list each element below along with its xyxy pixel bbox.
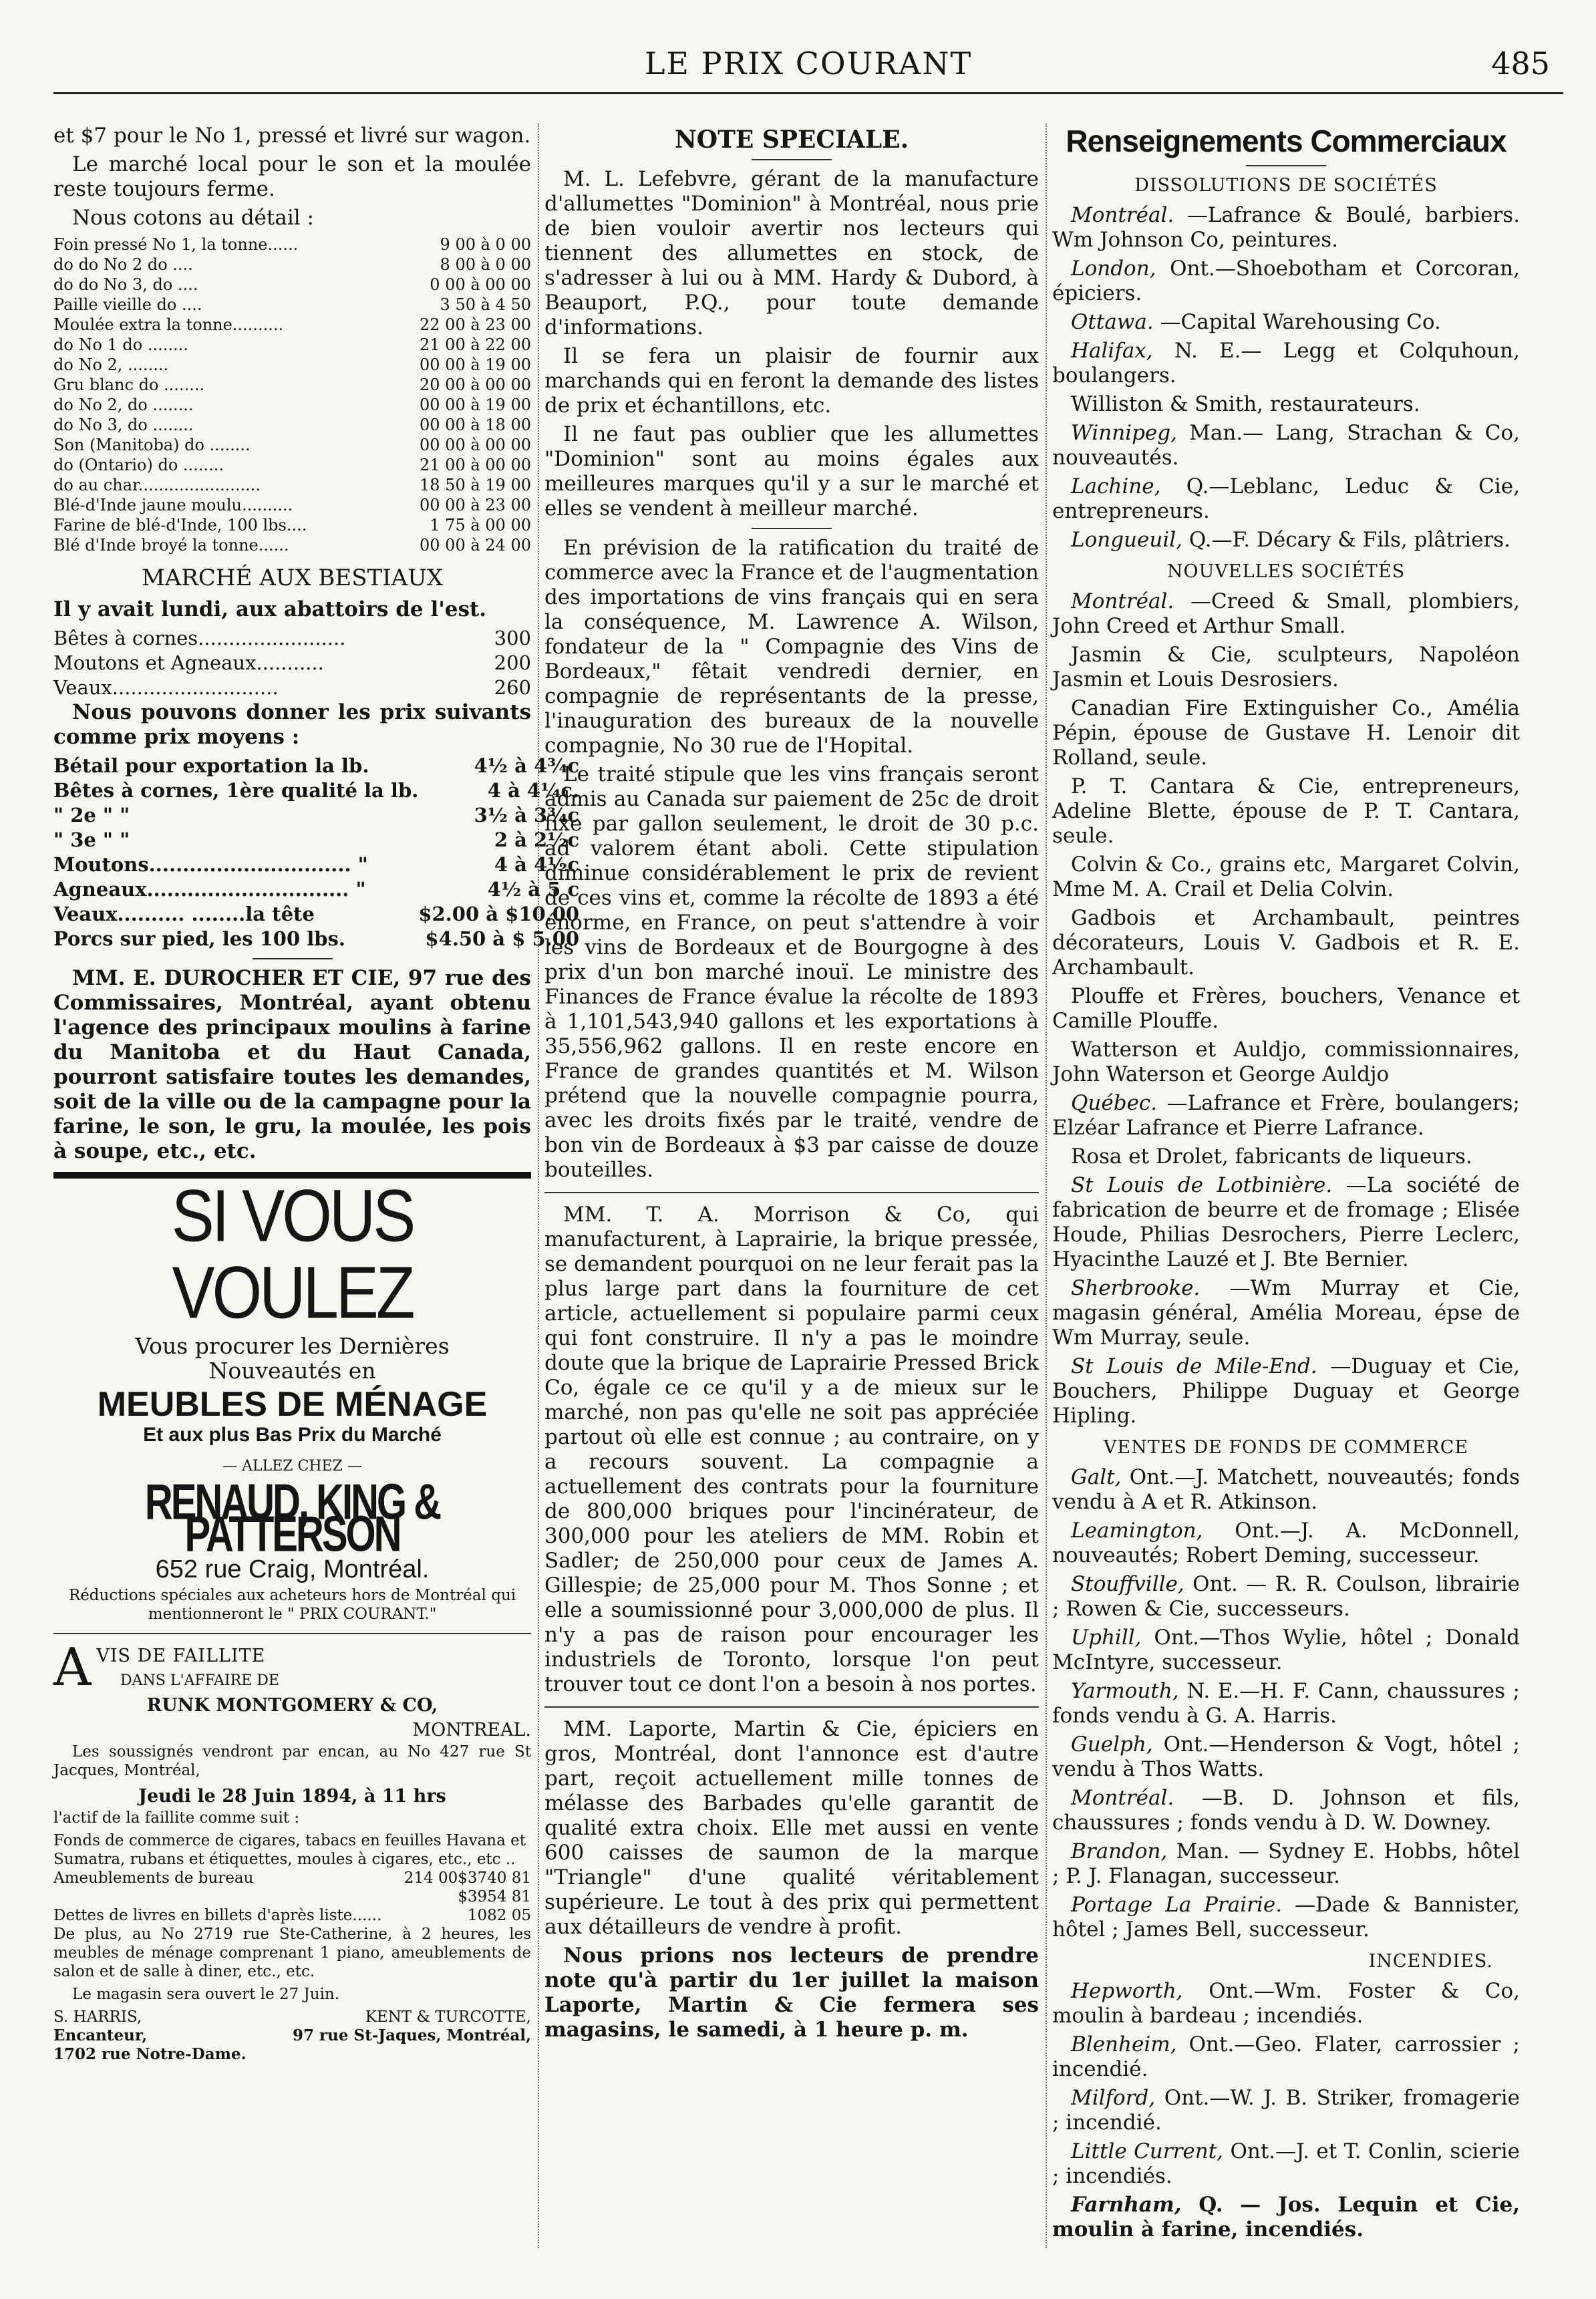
intro-line: Nous cotons au détail : (72, 206, 314, 230)
table-row (53, 255, 531, 275)
row-value: 300 (494, 627, 531, 649)
item-text: Ont.—J. et T. Conlin, scierie ; incendiés. (1052, 2139, 1520, 2188)
row-label: Agneaux.............................. " (53, 878, 366, 901)
item-place: Ottawa. (1071, 310, 1154, 334)
item-place: Stouffville, (1071, 1572, 1184, 1596)
list-item (1052, 1786, 1520, 1835)
table-row (53, 902, 579, 927)
row-value: 18 50 à 19 00 (420, 476, 531, 494)
column-1 (53, 124, 580, 2248)
traite-paragraph: En prévision de la ratification du traité de commerce avec la France et de l'augmentation des importations de vins français qui en sera la conséquence, M. Lawrence A. Wilson, fondateur de la " Compagnie des Vins de Bordeaux," fêtait vendredi dernier, en compagnie de représentants de la presse, l'inauguration des bureaux de la nouvelle compagnie, No 30 rue de l'Hopital. (544, 536, 1039, 758)
item-place: St Louis de Mile-End. (1071, 1354, 1317, 1378)
item-place: Blenheim, (1071, 2032, 1177, 2056)
page-title: LE PRIX COURANT (644, 45, 973, 82)
harris-block (53, 2008, 247, 2064)
row-label: " 3e " " (53, 828, 130, 851)
row-value: 00 00 à 19 00 (420, 355, 531, 374)
item-place: Hepworth, (1071, 1979, 1183, 2003)
row-label: Son (Manitoba) do ........ (53, 436, 251, 454)
row-label: Moutons et Agneaux........... (53, 651, 324, 674)
separator (53, 1633, 531, 1634)
item-text: Ont. — R. R. Coulson, librairie ; Rowen & Cie, successeurs. (1052, 1572, 1520, 1621)
row-label: Porcs sur pied, les 100 lbs. (53, 927, 345, 950)
ad-address: 652 rue Craig, Montréal. (155, 1555, 430, 1583)
list-item (1052, 853, 1520, 902)
ventes-list (1052, 1465, 1520, 1942)
row-value: 4 à 4¼c. (487, 779, 580, 802)
faillite-dettes-value: 1082 05 (467, 1907, 531, 1924)
market-count-table (53, 626, 531, 700)
faillite-intro: Les soussignés vendront par encan, au No 427 rue St Jacques, Montréal, (53, 1743, 531, 1779)
table-row (53, 315, 531, 335)
row-label: do do No 2 do .... (53, 255, 193, 274)
table-row (53, 778, 579, 803)
row-label: " 2e " " (53, 804, 130, 826)
ad-reductions: Réductions spéciales aux acheteurs hors de Montréal qui mentionneront le " PRIX COURANT." (68, 1587, 516, 1623)
traite-paragraph: Le traité stipule que les vins français seront admis au Canada sur paiement de 25c de droit fixe par gallon seulement, le droit de 30 p.c. ad valorem étant aboli. Cette stipulation diminue considérablement le prix de revient de ces vins et, comme la récolte de 1893 a été énorme, en France, on peut s'attendre à voir les vins de Bordeaux et de Bourgogne à des prix d'un bon marché inouï. Le ministre des Finances de France évalue la récolte de 1893 à 1,101,543,940 gallons et les exportations à 35,556,962 gallons. Il en reste encore en France de grandes quantités et M. Wilson prétend que la nouvelle compagnie pourra, avec les droits fixés par le traité, vendre de bon vin de Bordeaux à $3 par caisse de douze bouteilles. (544, 762, 1039, 1182)
item-text: —Lafrance & Boulé, barbiers. Wm Johnson Co, peintures. (1052, 203, 1520, 252)
table-row (53, 375, 531, 395)
item-place: Yarmouth, (1071, 1679, 1179, 1703)
item-place: Québec. (1071, 1091, 1158, 1115)
harris-title: Encanteur, (53, 2026, 148, 2044)
row-value: 4 à 4½c (494, 853, 580, 876)
ad-meubles: MEUBLES DE MÉNAGE (97, 1385, 488, 1424)
item-text: Ont.—Geo. Flater, carrossier ; incendié. (1052, 2032, 1520, 2081)
page-header (53, 39, 1563, 94)
item-place: Lachine, (1071, 474, 1161, 498)
dropcap: A (53, 1638, 92, 1698)
item-text: N. E.—H. F. Cann, chaussures ; fonds vendu à G. A. Harris. (1052, 1679, 1520, 1728)
row-value: 1 75 à 00 00 (430, 516, 531, 534)
table-row (53, 927, 579, 951)
note-paragraph: Il ne faut pas oublier que les allumettes "Dominion" sont au moins égales aux meilleures marques qu'il y a sur le marché et elles se vendent à meilleur marché. (544, 422, 1039, 520)
table-row (53, 495, 531, 515)
list-item (1052, 984, 1520, 1034)
dissolutions-list (1052, 203, 1520, 553)
item-text: —Wm Murray et Cie, magasin général, Amélia Moreau, épse de Wm Murray, seule. (1052, 1276, 1520, 1350)
separator (752, 159, 832, 160)
item-text: Gadbois et Archambault, peintres décorateurs, Louis V. Gadbois et R. E. Archambault. (1052, 906, 1520, 979)
note-paragraph: Il se fera un plaisir de fournir aux marchands qui en feront la demande des listes de prix et échantillons, etc. (544, 344, 1039, 418)
item-place: Brandon, (1071, 1839, 1168, 1863)
separator (1246, 165, 1326, 166)
row-value: 260 (494, 676, 531, 699)
row-value: 3 50 à 4 50 (440, 295, 531, 314)
item-place: Guelph, (1071, 1732, 1153, 1756)
row-label: do No 3, do ........ (53, 416, 194, 434)
table-row (53, 355, 531, 375)
row-label: do No 2, ........ (53, 355, 169, 374)
market-note: Nous pouvons donner les prix suivants comme prix moyens : (53, 700, 531, 749)
table-row (53, 235, 531, 255)
item-place: Farnham, (1071, 2193, 1182, 2217)
faillite-magasin: Le magasin sera ouvert le 27 Juin. (72, 1986, 340, 2003)
row-label: Bétail pour exportation la lb. (53, 754, 369, 777)
separator (544, 1706, 1039, 1708)
faillite-notice (53, 1638, 531, 2064)
row-value: 22 00 à 23 00 (420, 315, 531, 334)
row-value: 21 00 à 00 00 (420, 456, 531, 474)
table-row (53, 415, 531, 435)
item-place: Montréal. (1071, 203, 1174, 227)
row-value: 00 00 à 24 00 (420, 536, 531, 555)
ad-line: Vous procurer les Dernières (135, 1333, 450, 1359)
faillite-ameublements: Ameublements de bureau (53, 1869, 254, 1887)
nouvelles-list (1052, 589, 1520, 1428)
item-place: Sherbrooke. (1071, 1276, 1201, 1300)
item-place: Little Current, (1071, 2139, 1224, 2163)
row-label: Blé-d'Inde jaune moulu.......... (53, 496, 293, 514)
table-row (53, 754, 579, 778)
table-row (53, 435, 531, 455)
faillite-date: Jeudi le 28 Juin 1894, à 11 hrs (138, 1786, 446, 1807)
list-item (1052, 339, 1520, 388)
item-text: Ont.—J. A. McDonnell, nouveautés; Robert Deming, successeur. (1052, 1519, 1520, 1567)
item-text: Q. — Jos. Lequin et Cie, moulin à farine, incendiés. (1052, 2193, 1520, 2242)
market-title: MARCHÉ AUX BESTIAUX (141, 565, 444, 591)
row-label: Foin pressé No 1, la tonne...... (53, 235, 299, 254)
row-value: 0 00 à 00 00 (430, 275, 531, 294)
item-text: Ont.—W. J. B. Striker, fromagerie ; incendié. (1052, 2086, 1520, 2135)
item-place: Montréal. (1071, 1786, 1174, 1810)
item-place: Leamington, (1071, 1519, 1203, 1543)
ad-line: Nouveautés en (208, 1358, 376, 1384)
item-text: Man.— Lang, Strachan & Co, nouveautés. (1052, 421, 1521, 470)
item-text: N. E.— Legg et Colquhoun, boulangers. (1052, 339, 1520, 388)
ventes-heading: VENTES DE FONDS DE COMMERCE (1103, 1437, 1469, 1458)
row-label: do No 1 do ........ (53, 335, 188, 354)
dissolutions-heading: DISSOLUTIONS DE SOCIÉTÉS (1134, 175, 1438, 196)
column-divider-1 (538, 124, 539, 2248)
row-label: Moutons.............................. " (53, 853, 368, 876)
table-row (53, 535, 531, 555)
list-item (1052, 1465, 1520, 1515)
row-value: 2 à 2½c (494, 828, 580, 851)
list-item (1052, 474, 1520, 524)
list-item (1052, 528, 1520, 553)
row-value: 00 00 à 00 00 (420, 436, 531, 454)
row-value: 9 00 à 0 00 (440, 235, 531, 254)
item-text: Ont.—Wm. Foster & Co, moulin à bardeau ; incendiés. (1052, 1979, 1520, 2028)
item-text: Man. — Sydney E. Hobbs, hôtel ; P. J. Flanagan, successeur. (1052, 1839, 1520, 1888)
faillite-total: $3954 81 (458, 1888, 531, 1905)
list-item (1052, 2032, 1520, 2082)
list-item (1052, 643, 1520, 692)
list-item (1052, 774, 1520, 849)
list-item (1052, 1519, 1520, 1568)
item-text: Canadian Fire Extinguisher Co., Amélia Pépin, épouse de Gustave H. Lenoir dit Rolland, seule. (1052, 696, 1520, 770)
separator (752, 528, 832, 529)
item-text: —Dade & Bannister, hôtel ; James Bell, successeur. (1052, 1893, 1521, 1942)
item-text: —B. D. Johnson et fils, chaussures ; fonds vendu à D. W. Downey. (1052, 1786, 1520, 1835)
list-item (1052, 906, 1520, 980)
faillite-firm: RUNK MONTGOMERY & CO, (146, 1695, 438, 1716)
list-item (1052, 1038, 1520, 1087)
table-row (53, 395, 531, 415)
item-place: London, (1071, 257, 1156, 281)
item-place: Portage La Prairie. (1071, 1893, 1283, 1917)
ad-firm: RENAUD, KING & PATTERSON (144, 1473, 440, 1563)
table-row (53, 455, 531, 475)
closing-paragraph: Nous prions nos lecteurs de prendre note qu'à partir du 1er juillet la maison Laporte, Martin & Cie fermera ses magasins, le samedi, à 1 heure p. m. (544, 1944, 1039, 2042)
list-item (1052, 203, 1520, 253)
row-label: Bêtes à cornes, 1ère qualité la lb. (53, 779, 419, 802)
row-value: 21 00 à 22 00 (420, 335, 531, 354)
row-label: Farine de blé-d'Inde, 100 lbs.... (53, 516, 307, 534)
list-item (1052, 2193, 1520, 2242)
item-text: Williston & Smith, restaurateurs. (1071, 392, 1420, 416)
item-place: Halifax, (1071, 339, 1153, 363)
row-value: 4½ à 5 c (487, 878, 580, 901)
list-item (1052, 2139, 1520, 2189)
separator (253, 958, 333, 959)
laporte-paragraph: MM. Laporte, Martin & Cie, épiciers en gros, Montréal, dont l'annonce est d'autre part, reçoit actuellement mille tonnes de mélasse des Barbades qu'elle garantit de qualité extra choix. Elle met aussi en vente 600 caisses de saumon de la marque "Triangle" d'une qualité véritablement supérieure. Le tout à des prix qui permettent aux détailleurs de vendre à profit. (544, 1717, 1039, 1939)
list-item (1052, 1732, 1520, 1782)
row-label: Veaux........................... (53, 676, 279, 699)
kent-name: KENT & TURCOTTE, (365, 2008, 531, 2026)
row-label: Moulée extra la tonne.......... (53, 315, 284, 334)
item-text: Ont.—Thos Wylie, hôtel ; Donald McIntyre, successeur. (1052, 1626, 1521, 1674)
faillite-dettes-row (53, 1906, 531, 1925)
item-text: —Creed & Small, plombiers, John Creed et Arthur Small. (1052, 589, 1521, 638)
list-item (1052, 1893, 1520, 1942)
table-row (53, 295, 531, 315)
table-row (53, 675, 531, 700)
ad-prix: Et aux plus Bas Prix du Marché (143, 1424, 442, 1446)
table-row (53, 853, 579, 877)
note-title: NOTE SPECIALE. (674, 126, 909, 154)
item-text: Watterson et Auldjo, commissionnaires, John Waterson et George Auldjo (1052, 1038, 1520, 1086)
row-label: do do No 3, do .... (53, 275, 198, 294)
list-item (1052, 421, 1520, 470)
row-label: Paille vieille do .... (53, 295, 202, 314)
table-row (53, 651, 531, 675)
list-item (1052, 1173, 1520, 1272)
faillite-lots: De plus, au No 2719 rue Ste-Catherine, à 2 heures, les meubles de ménage comprenant 1 piano, ameublements de salon et de salle à diner, etc., etc. (53, 1926, 531, 1980)
item-text: Ont.—Henderson & Vogt, hôtel ; vendu à Thos Watts. (1052, 1732, 1521, 1781)
item-text: Plouffe et Frères, bouchers, Venance et Camille Plouffe. (1052, 984, 1520, 1033)
table-row (53, 626, 531, 651)
section-title: Renseignements Commerciaux (1066, 124, 1506, 158)
row-value: $4.50 à $ 5.00 (425, 927, 580, 950)
list-item (1052, 1091, 1520, 1140)
item-text: —La société de fabrication de beurre et de fromage ; Elisée Houde, Philias Desrochers, Pierre Leclerc, Hyacinthe Lauzé et J. Bte Bernier. (1052, 1173, 1520, 1271)
item-place: Uphill, (1071, 1626, 1142, 1650)
row-label: Veaux.......... ........la tête (53, 903, 315, 925)
table-row (53, 828, 579, 853)
market-intro: Il y avait lundi, aux abattoirs de l'est. (53, 597, 487, 621)
nouvelles-heading: NOUVELLES SOCIÉTÉS (1166, 561, 1406, 582)
item-place: St Louis de Lotbinière. (1071, 1173, 1333, 1197)
faillite-dettes: Dettes de livres en billets d'après liste...... (53, 1907, 382, 1924)
intro-line: Le marché local pour le son et la moulée reste toujours ferme. (53, 152, 531, 201)
list-item (1052, 696, 1520, 770)
list-item (1052, 1572, 1520, 1622)
item-text: Rosa et Drolet, fabricants de liqueurs. (1071, 1144, 1472, 1169)
row-label: do au char........................ (53, 476, 261, 494)
table-row (53, 275, 531, 295)
separator (544, 1192, 1039, 1193)
faillite-city: MONTREAL. (412, 1720, 531, 1740)
table-row (53, 335, 531, 355)
row-value: 8 00 à 0 00 (440, 255, 531, 274)
item-text: —Duguay et Cie, Bouchers, Philippe Duguay et George Hipling. (1052, 1354, 1520, 1428)
row-label: Blé d'Inde broyé la tonne...... (53, 536, 289, 555)
item-text: —Lafrance et Frère, boulangers; Elzéar Lafrance et Pierre Lafrance. (1052, 1091, 1520, 1140)
row-label: Gru blanc do ........ (53, 375, 205, 394)
faillite-signatures (53, 2008, 531, 2064)
item-text: Q.—Leblanc, Leduc & Cie, entrepreneurs. (1052, 474, 1521, 523)
item-text: P. T. Cantara & Cie, entrepreneurs, Adeline Blette, épouse de P. T. Cantara, seule. (1052, 774, 1520, 848)
market-price-table (53, 754, 579, 951)
list-item (1052, 257, 1520, 306)
note-paragraph: M. L. Lefebvre, gérant de la manufacture d'allumettes "Dominion" à Montréal, nous prie de bien vouloir avertir nos lecteurs qui tiennent des allumettes en stock, de s'adresser à lui ou à MM. Hardy & Dubord, à Beauport, P.Q., pour toute demande d'informations. (544, 167, 1039, 339)
ad-allez: — ALLEZ CHEZ — (222, 1458, 362, 1475)
kent-block (293, 2008, 531, 2064)
kent-address: 97 rue St-Jaques, Montréal, (292, 2026, 531, 2044)
harris-name: S. HARRIS, (53, 2008, 142, 2026)
faillite-ameublement-row (53, 1869, 458, 1887)
list-item (1052, 1979, 1520, 2028)
list-item (1052, 1276, 1520, 1350)
list-item (1052, 589, 1520, 639)
row-value: 200 (494, 651, 531, 674)
item-text: Jasmin & Cie, sculpteurs, Napoléon Jasmin et Louis Desrosiers. (1052, 643, 1520, 692)
faillite-ameublements-value: 214 00 (404, 1869, 458, 1887)
row-value: 00 00 à 23 00 (420, 496, 531, 514)
faillite-actif: l'actif de la faillite comme suit : (53, 1809, 300, 1827)
ad-headline: SI VOUS VOULEZ (171, 1175, 414, 1334)
item-text: Ont.—J. Matchett, nouveautés; fonds vendu à A et R. Atkinson. (1052, 1465, 1520, 1514)
table-row (53, 877, 579, 902)
list-item (1052, 1679, 1520, 1728)
item-text: Colvin & Co., grains etc, Margaret Colvin, Mme M. A. Crail et Delia Colvin. (1052, 853, 1520, 901)
table-row (53, 803, 579, 828)
list-item (1052, 1839, 1520, 1889)
row-value: 00 00 à 18 00 (420, 416, 531, 434)
faillite-title: VIS DE FAILLITE (96, 1646, 266, 1666)
item-place: Galt, (1071, 1465, 1122, 1489)
morrison-paragraph: MM. T. A. Morrison & Co, qui manufacturent, à Laprairie, la brique pressée, se demandent pourquoi on ne leur ferait pas la plus large part dans la fourniture de cet article, actuellement si populaire parmi ceux qui font construire. Il n'y a pas le moindre doute que la brique de Laprairie Pressed Brick Co, égale ce ce qu'il y a de mieux sur le marché, non pas qu'elle ne soit pas appréciée partout où elle est connue ; au contraire, on y a recours souvent. La compagnie a actuellement des contrats pour la fourniture de 800,000 briques pour l'incinérateur, de 300,000 pour les ateliers de MM. Robin et Sadler; de 250,000 pour ceux de James A. Gillespie; de 25,000 pour M. Thos Sonne ; et elle a soumissionné pour 3,000,000 de plus. Il n'y a pas de raison pour encourager les industriels de Toronto, lorsque l'on peut trouver tout ce dont l'on a besoin à nos portes. (544, 1203, 1039, 1696)
harris-address: 1702 rue Notre-Dame. (53, 2045, 247, 2063)
table-row (53, 515, 531, 535)
item-text: Q.—F. Décary & Fils, plâtriers. (1188, 528, 1510, 552)
item-place: Winnipeg, (1071, 421, 1177, 445)
item-text: —Capital Warehousing Co. (1160, 310, 1441, 334)
column-2 (544, 124, 1039, 2248)
row-label: do (Ontario) do ........ (53, 456, 224, 474)
intro-line: et $7 pour le No 1, pressé et livré sur wagon. (53, 124, 531, 148)
list-item (1052, 392, 1520, 417)
item-place: Milford, (1071, 2086, 1156, 2110)
table-row (53, 475, 531, 495)
list-item (1052, 1626, 1520, 1675)
hay-price-table (53, 235, 531, 555)
item-place: Longueuil, (1071, 528, 1183, 552)
item-place: Montréal. (1071, 589, 1174, 613)
row-value: 3½ à 3¾c (474, 804, 580, 826)
column-3 (1052, 124, 1520, 2248)
list-item (1052, 310, 1520, 335)
row-value: 00 00 à 19 00 (420, 396, 531, 414)
incendies-list (1052, 1979, 1520, 2242)
row-value: 4½ à 4¾c (474, 754, 580, 777)
list-item (1052, 1354, 1520, 1428)
incendies-heading: INCENDIES. (1368, 1951, 1493, 1972)
faillite-fonds-value: $3740 81 (458, 1869, 531, 1887)
row-value: $2.00 à $10.00 (418, 903, 580, 925)
faillite-fonds: Fonds de commerce de cigares, tabacs en feuilles Havana et Sumatra, rubans et étiquettes, moules à cigares, etc., etc .. (53, 1832, 526, 1868)
item-text: Ont.—Shoebotham et Corcoran, épiciers. (1052, 257, 1520, 305)
page-number: 485 (1491, 45, 1550, 82)
row-label: Bêtes à cornes........................ (53, 627, 346, 649)
list-item (1052, 2086, 1520, 2135)
column-divider-2 (1046, 124, 1047, 2248)
row-label: do No 2, do ........ (53, 396, 194, 414)
row-value: 20 00 à 00 00 (420, 375, 531, 394)
list-item (1052, 1144, 1520, 1169)
faillite-sub: DANS L'AFFAIRE DE (120, 1672, 279, 1689)
durocher-notice: MM. E. DUROCHER ET CIE, 97 rue des Commissaires, Montréal, ayant obtenu l'agence des principaux moulins à farine du Manitoba et du Haut Canada, pourront satisfaire toutes les demandes, soit de la ville ou de la campagne pour la farine, le son, le gru, la moulée, les pois à soupe, etc., etc. (53, 966, 531, 1163)
